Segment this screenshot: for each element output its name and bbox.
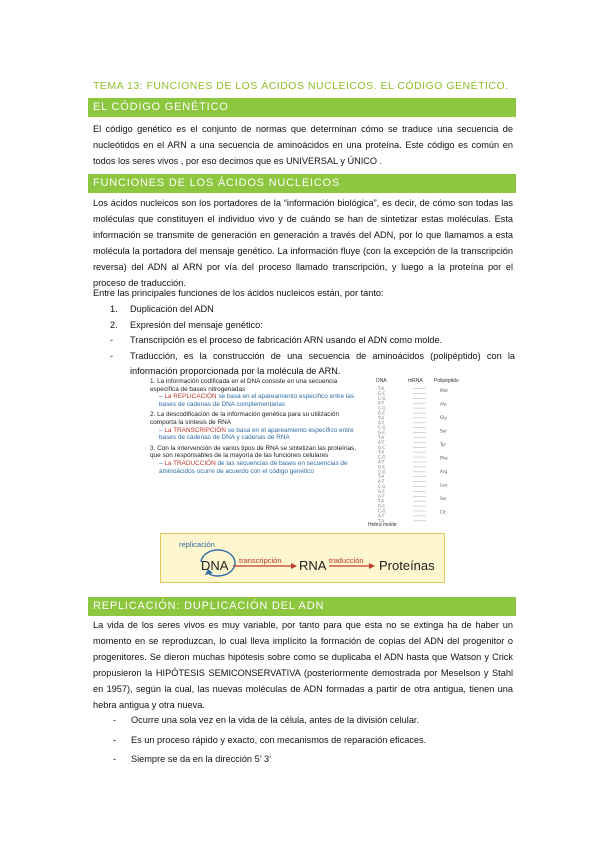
list-item-text: Expresión del mensaje genético: (130, 319, 263, 330)
base-pair: C-G (378, 508, 386, 514)
base-pair: T-A (378, 435, 385, 440)
flow-proteinas: Proteínas (379, 558, 435, 573)
list-item (113, 752, 513, 772)
list-marker: - (110, 350, 114, 361)
figure-item-sub-text: se basa en el apareamiento específico entre las bases de cadenas de DNA complementarias (159, 393, 355, 408)
flow-transcripcion: transcripción (239, 556, 282, 565)
replicacion-bullets (113, 713, 513, 772)
base-pair: C-G (378, 405, 386, 411)
codigo-paragraph: El código genético es el conjunto de normas que determinan cómo se traduce una secuencia de nucleótidos en el ARN a una secuencia de aminoácidos en una proteína. Este código es común en todos los seres vivos , por eso decimos que es UNIVERSAL y ÚNICO . (93, 124, 513, 166)
replicacion-label: replicación (179, 540, 215, 549)
dna-strand-panel (368, 378, 468, 530)
section-heading-replicacion: REPLICACIÓN: DUPLICACIÓN DEL ADN (88, 597, 516, 616)
base-pair: A-T (378, 493, 385, 499)
amino-acid-label: Met (440, 388, 448, 393)
base-pair: G-C (378, 390, 386, 396)
list-item (113, 733, 513, 753)
base-pair: T-A (378, 474, 385, 480)
base-pair: G-C (378, 503, 386, 509)
base-pair: A-T (378, 420, 385, 426)
base-pair: A-T (378, 439, 385, 445)
base-pair: T-A (378, 386, 385, 391)
base-pair: T-A (378, 518, 385, 524)
flow-traduccion: traducción (329, 556, 364, 565)
figure-item-sub-text: de las secuencias de bases en secuencias de aminoácidos ocurre de acuerdo con el código genético (159, 459, 348, 475)
list-item (113, 713, 513, 733)
list-item (110, 318, 515, 334)
figure-item-main: 1. La información codificada en el DNA consiste en una secuencia específica de bases nitrogenadas (150, 378, 338, 393)
funciones-intro: Entre las principales funciones de los ácidos nucleicos están, por tanto: (93, 288, 384, 298)
list-item-text: Duplicación del ADN (130, 304, 214, 314)
helix-label: Hebra molde (368, 522, 397, 528)
figure-caption-list (150, 378, 360, 478)
central-dogma-figure (150, 378, 468, 528)
base-pair: G-C (378, 410, 386, 416)
figure-item (150, 378, 360, 408)
base-pair: T-A (378, 449, 385, 455)
document-title: TEMA 13: FUNCIONES DE LOS ÁCIDOS NUCLEICOS. EL CÓDIGO GENÉTICO. (93, 80, 509, 92)
figure-item-sub: – La TRADUCCIÓN de las secuencias de bases en secuencias de aminoácidos ocurre de acuerdo con el código genético (159, 459, 348, 475)
figure-item-highlight: La REPLICACIÓN (164, 393, 217, 401)
base-pair: G-C (378, 488, 386, 494)
col-dna-label: DNA (376, 378, 387, 384)
base-pair: A-T (378, 479, 385, 485)
amino-acid-label: Leu (440, 482, 448, 488)
funciones-list (110, 302, 515, 380)
flow-rna: RNA (299, 558, 327, 573)
list-item-text: Ocurre una sola vez en la vida de la célula, antes de la división celular. (131, 715, 420, 725)
amino-acid-label: Phe (440, 455, 448, 461)
amino-acid-label: Ala (440, 401, 447, 407)
replicacion-paragraph: La vida de los seres vivos es muy variable, por tanto para que esta no se extinga ha de haber un momento en se reproduzcan, lo cual lleva implícito la formación de copias del ADN del progenitor o progenitores. Se dieron muchas hipótesis sobre como se duplicaba el ADN hasta que Watson y Crick propusieron la HIPÓTESIS SEMICONSERVATIVA (posteriormente demostrada por Meselson y Stahl en 1957), según la cual, las nuevas moléculas de ADN formadas a partir de otra antigua, tienen una hebra antigua y otra nueva. (93, 620, 513, 710)
base-pair: A-T (378, 513, 385, 519)
list-marker: - (110, 335, 114, 345)
base-pair: T-A (378, 415, 385, 421)
translation-arrow-head (369, 563, 375, 569)
base-pair: C-G (378, 425, 386, 431)
list-item-text: Siempre se da en la dirección 5’ 3’ (131, 754, 272, 764)
figure-item-sub: – La TRANSCRIPCIÓN se basa en el apareamiento específico entre bases de cadenas de DNA y cadenas de RNA (159, 426, 354, 442)
list-item (110, 333, 515, 349)
base-pair: G-C (378, 430, 386, 436)
figure-item-sub-text: se basa en el apareamiento específico entre bases de cadenas de DNA y cadenas de RNA (159, 426, 354, 442)
list-marker: - (113, 734, 117, 745)
figure-item-sub: – La REPLICACIÓN se basa en el apareamiento específico entre las bases de cadenas de DNA complementarias (159, 393, 355, 408)
figure-item-highlight: La TRANSCRIPCIÓN (164, 426, 227, 434)
amino-acid-label: Tyr (440, 442, 447, 447)
list-marker: 2. (110, 319, 118, 330)
list-marker: 1. (110, 304, 118, 314)
figure-item-main: 2. La descodificación de la información genética para su utilización comporta la síntesis de RNA (150, 411, 339, 426)
figure-item (150, 445, 360, 475)
list-item (110, 349, 515, 380)
figure-item (150, 411, 360, 441)
figure-item-main: 3. Con la intervención de varios tipos de RNA se sintetizan las proteínas, que son responsables de la mayoría de las funciones celulares (150, 444, 357, 460)
base-pair: C-G (378, 484, 386, 489)
base-pair: T-A (378, 498, 385, 504)
base-pair: G-C (378, 464, 386, 470)
base-pair: C-G (378, 469, 386, 475)
base-pair: A-T (378, 400, 385, 406)
dna-strand-illustration (368, 386, 468, 531)
list-marker: - (113, 715, 117, 725)
amino-acid-label: Arg (440, 469, 448, 474)
flow-diagram (160, 533, 445, 583)
amino-acid-label: Ser (440, 496, 447, 501)
list-item-text: Traducción, es la construcción de una secuencia de aminoácidos (polipéptido) con la información proporcionada por la molécula de ARN. (130, 350, 515, 376)
amino-acid-label: Cit (440, 509, 446, 515)
amino-acid-label: Ser (440, 428, 447, 434)
list-marker: - (113, 754, 117, 764)
list-item-text: Es un proceso rápido y exacto, con mecanismos de reparación eficaces. (131, 734, 427, 745)
col-poly-label: Polipéptido (434, 378, 459, 384)
base-pair-rows (377, 386, 426, 523)
figure-item-highlight: La TRADUCCIÓN (164, 459, 216, 467)
flow-dna: DNA (201, 558, 229, 573)
base-pair: A-T (378, 459, 385, 465)
transcription-arrow-head (291, 563, 297, 569)
col-mrna-label: mRNA (408, 378, 423, 384)
amino-acid-label: Gly (440, 415, 447, 420)
list-item (110, 302, 515, 318)
list-item-text: Transcripción es el proceso de fabricación ARN usando el ADN como molde. (130, 335, 443, 345)
section-heading-funciones: FUNCIONES DE LOS ÁCIDOS NUCLEICOS (88, 174, 516, 193)
base-pair: G-C (378, 444, 386, 450)
section-heading-codigo: EL CÓDIGO GENÉTICO (88, 98, 516, 117)
funciones-paragraph: Los ácidos nucleicos son los portadores de la “información biológica”, es decir, de cómo son todas las moléculas que constituyen el individuo vivo y de cuándo se han de sintetizar estas moléculas. Esta información se transmite de generación en generación a través del ADN, por lo que llamamos a esta molécula la portadora del mensaje genético. La información fluye (con la excepción de la transcripción reversa) del ADN al ARN por vía del proceso llamado transcripción, y luego a la proteína por el proceso de traducción. (93, 198, 513, 288)
base-pair: C-G (378, 454, 386, 460)
base-pair: C-G (378, 395, 386, 401)
amino-acid-labels (439, 388, 448, 515)
